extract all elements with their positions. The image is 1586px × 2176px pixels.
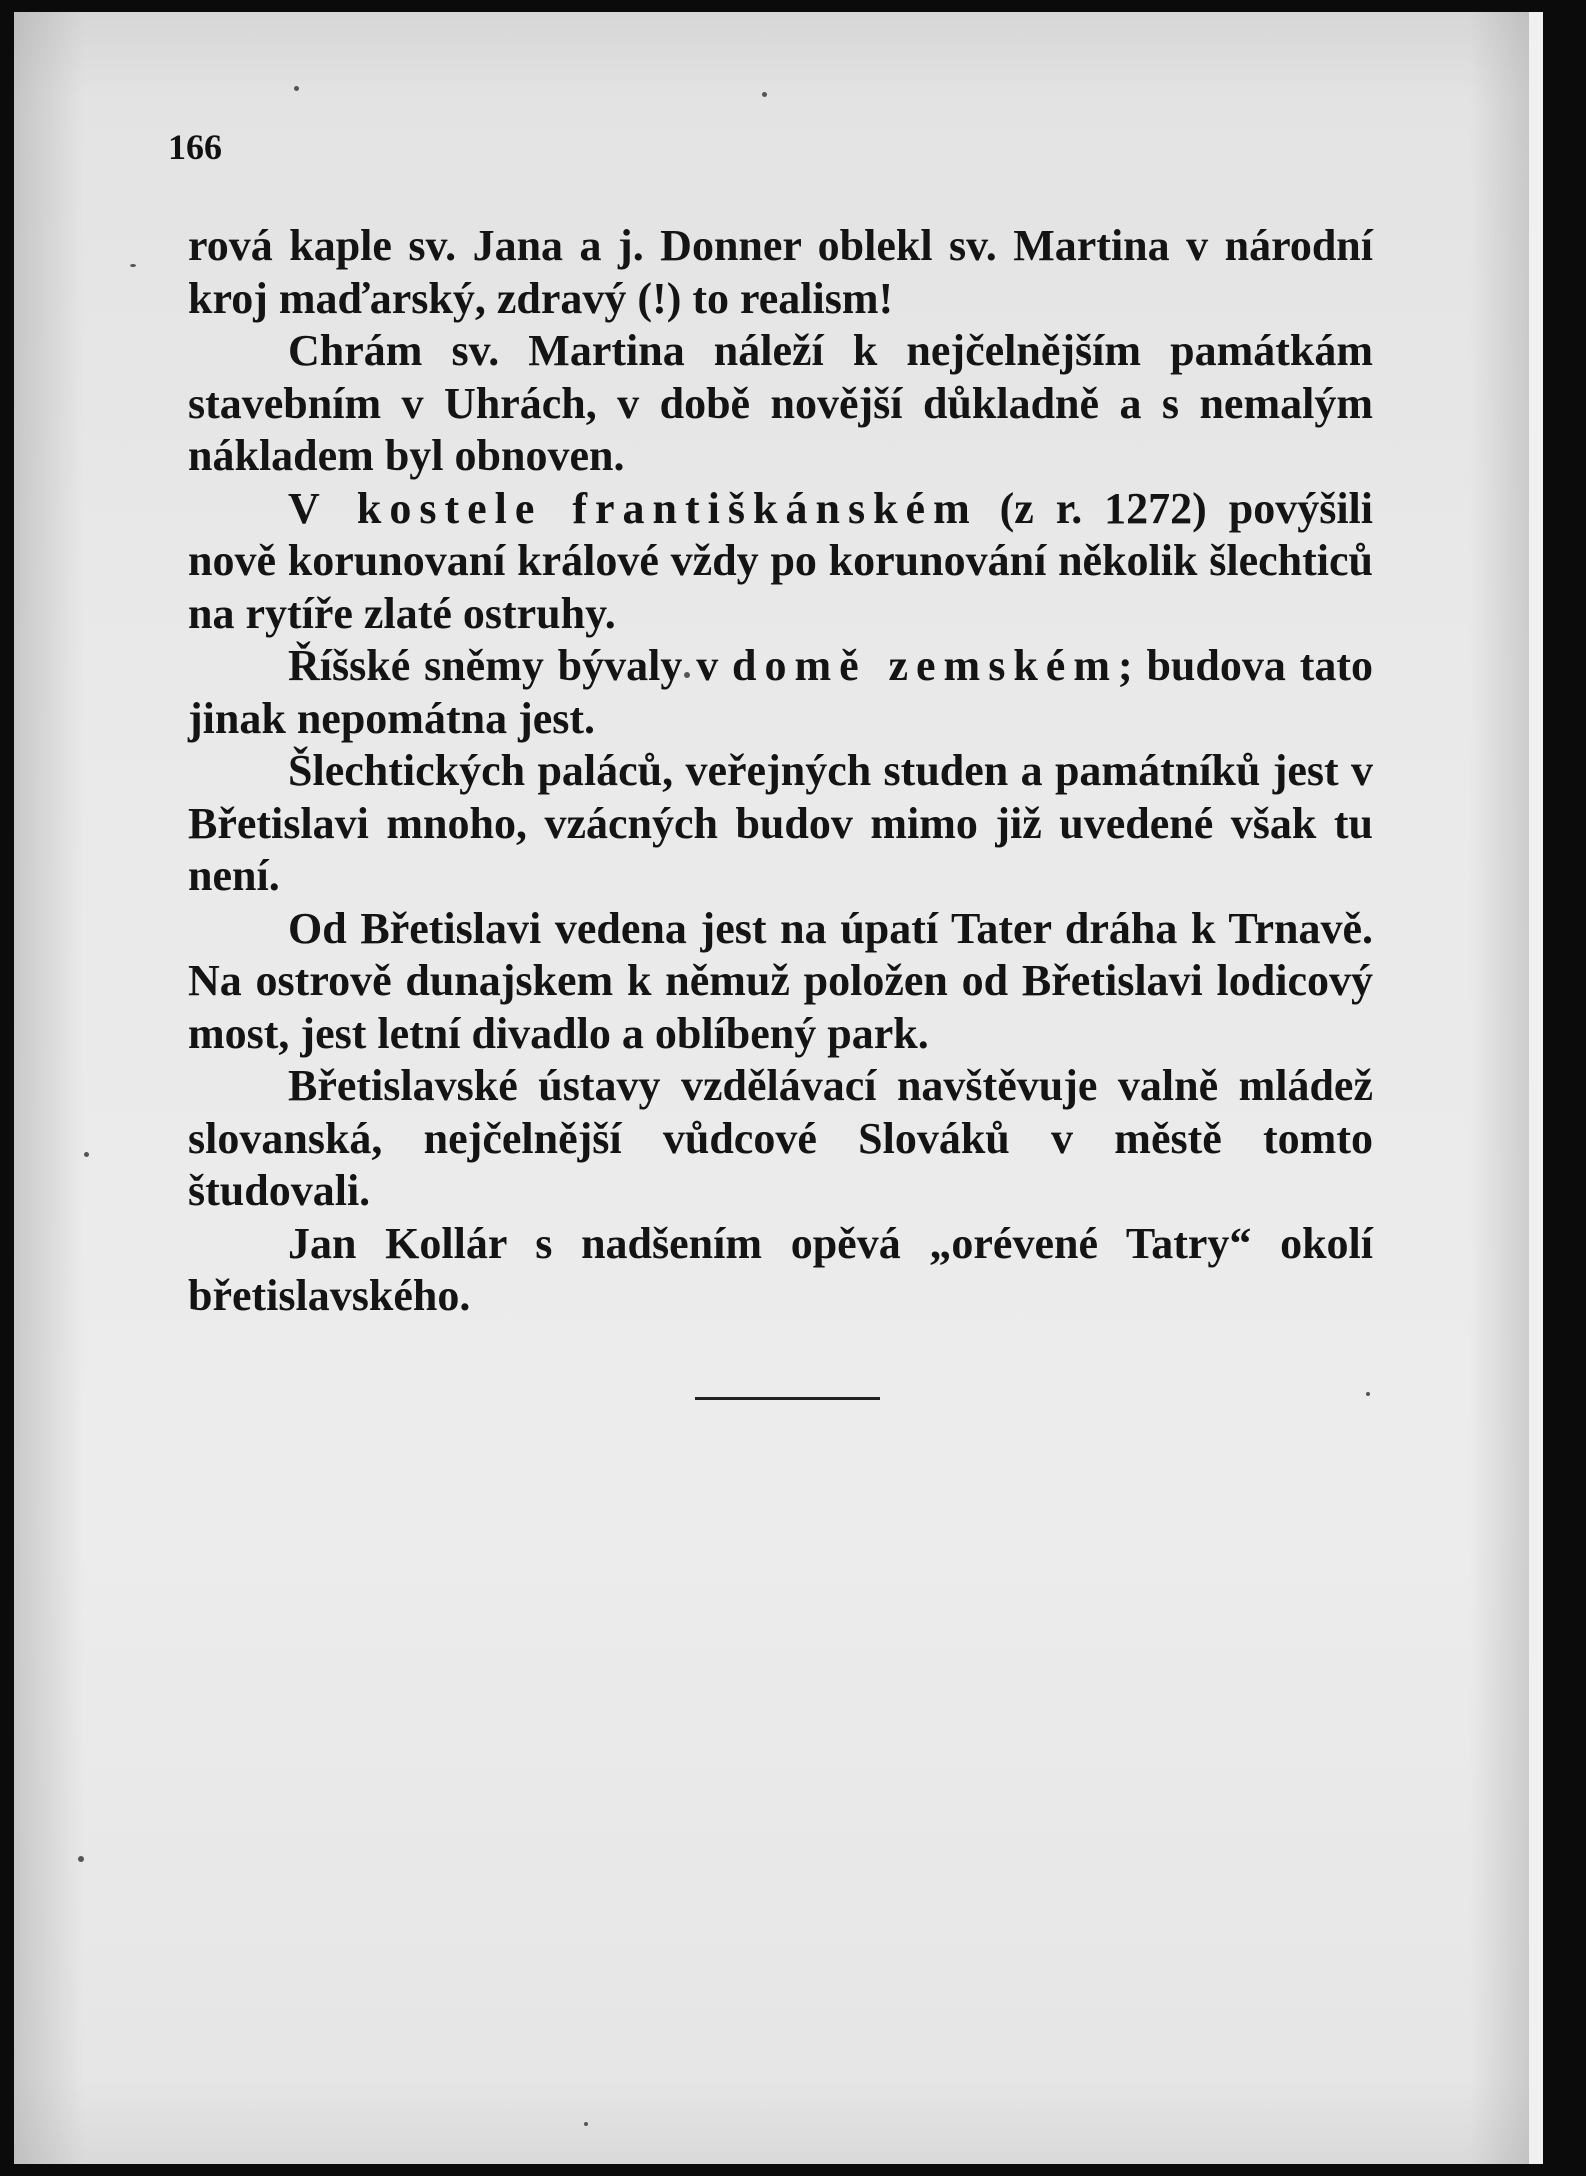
paragraph: [188, 903, 1373, 1061]
paragraph-text: rová kaple sv. Jana a j. Donner oblekl sv. Martina v národní kroj maďarský, zdravý (!) to realism!: [188, 221, 1373, 323]
paragraph-text: (z r. 1272) povýšili nově korunovaní králové vždy po korunování několik šlechticů na rytíře zlaté ostruhy.: [188, 483, 1373, 638]
paragraph-text: Šlechtických paláců, veřejných studen a památníků jest v Břetislavi mnoho, vzácných budov mimo již uvedené však tu není.: [188, 746, 1373, 900]
paragraph: [188, 745, 1373, 903]
spaced-emphasis-text: V kostele františkánském: [288, 483, 978, 533]
paragraph-text: Říšské sněmy bývaly v: [288, 641, 733, 690]
scan-speck: [762, 92, 767, 97]
body-text: [188, 220, 1373, 1323]
paragraph-text: Jan Kollár s nadšením opěvá „orévené Tatry“ okolí břetislavského.: [188, 1218, 1373, 1320]
spaced-emphasis-text: domě zemském: [732, 641, 1118, 690]
paragraph: [188, 640, 1373, 745]
section-end-rule: [695, 1397, 880, 1400]
paragraph: [188, 325, 1373, 483]
paragraph: [188, 220, 1373, 325]
paragraph: [188, 483, 1373, 641]
paragraph-text: Břetislavské ústavy vzdělávací navštěvuje valně mládež slovanská, nejčelnější vůdcové Slováků v městě tomto študovali.: [188, 1061, 1373, 1215]
paragraph-text: Od Břetislavi vedena jest na úpatí Tater dráha k Trnavě. Na ostrově dunajskem k němuž položen od Břetislavi lodicový most, jest letní divadlo a oblíbený park.: [188, 903, 1373, 1058]
scan-speck: [294, 86, 299, 91]
paragraph: [188, 1060, 1373, 1218]
scan-edge-band: [1529, 12, 1543, 2164]
scan-speck: [78, 1856, 84, 1862]
scan-speck: [1366, 1392, 1370, 1396]
paragraph-text: Chrám sv. Martina náleží k nejčelnějším památkám stavebním v Uhrách, v době novější důkladně a s nemalým nákladem byl obnoven.: [188, 326, 1373, 480]
paragraph-text: ; budova tato jinak nepomátna jest.: [188, 641, 1374, 743]
page-number: 166: [168, 127, 222, 167]
scan-speck: [84, 1152, 89, 1157]
scan-speck: [584, 2122, 588, 2126]
scan-speck: [130, 264, 136, 267]
paragraph: [188, 1218, 1373, 1323]
